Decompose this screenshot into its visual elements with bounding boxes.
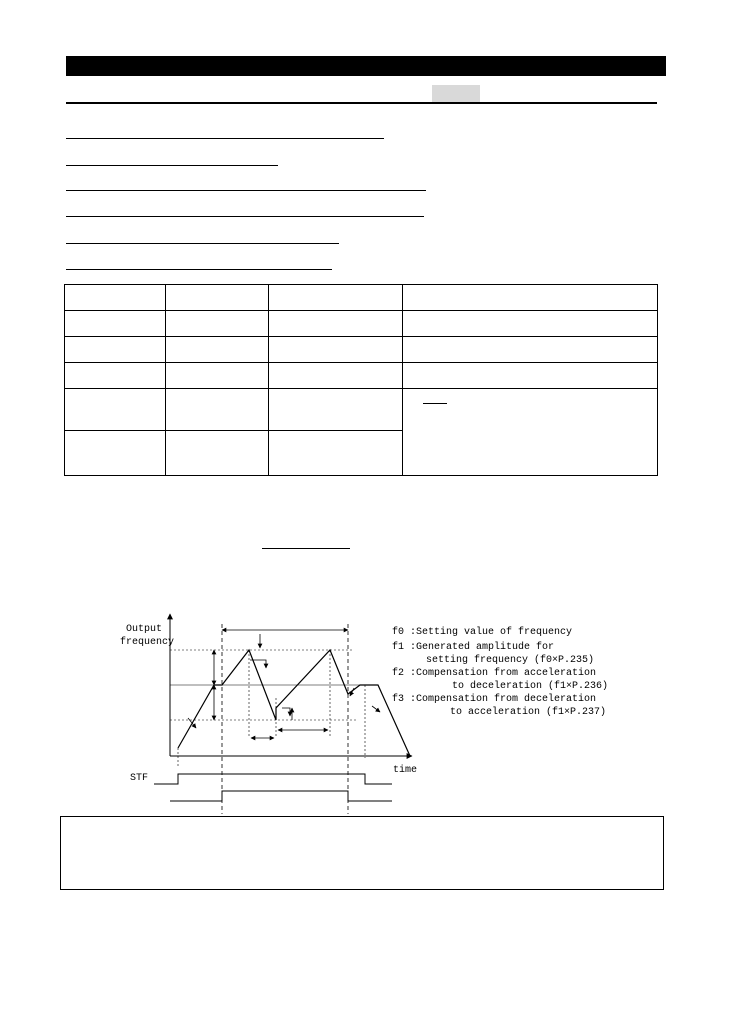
note-reference[interactable]: [423, 391, 447, 404]
diagram-legend: [392, 626, 608, 718]
svg-text:f0 :Setting value of frequency: f0 :Setting value of frequency: [392, 627, 573, 638]
svg-text:to acceleration (f1×P.237): to acceleration (f1×P.237): [450, 707, 607, 718]
table-row: [65, 388, 658, 430]
stf-signal: [154, 774, 392, 784]
wobble-signal: [170, 791, 392, 801]
table-row: [65, 336, 658, 362]
parameter-link-4[interactable]: [66, 216, 424, 217]
parameter-link-6[interactable]: [66, 269, 332, 270]
header-rule: [66, 102, 657, 104]
svg-text:f3 :Compensation from decelera: f3 :Compensation from deceleration: [392, 694, 597, 705]
x-axis-label: time: [393, 765, 418, 776]
parameter-link-1[interactable]: [66, 138, 384, 139]
diagram-reference-link[interactable]: [262, 548, 350, 549]
parameter-link-2[interactable]: [66, 165, 278, 166]
parameter-table: [64, 284, 658, 476]
y-axis-label: frequency: [120, 637, 175, 648]
note-box: [60, 816, 664, 890]
stf-signal-label: STF: [130, 773, 149, 784]
svg-text:f2 :Compensation from accelera: f2 :Compensation from acceleration: [392, 668, 597, 679]
svg-text:to deceleration (f1×P.236): to deceleration (f1×P.236): [452, 681, 609, 692]
svg-text:setting frequency (f0×P.235): setting frequency (f0×P.235): [426, 655, 595, 666]
parameter-link-5[interactable]: [66, 243, 339, 244]
table-row: [65, 285, 658, 311]
table-row: [65, 310, 658, 336]
svg-text:f1 :Generated amplitude for: f1 :Generated amplitude for: [392, 642, 555, 653]
section-tag: [432, 85, 480, 103]
header-bar: [66, 56, 666, 76]
parameter-link-3[interactable]: [66, 190, 426, 191]
y-axis-label: Output: [126, 624, 163, 635]
wobble-timing-diagram: [110, 608, 609, 818]
frequency-waveform: [178, 650, 410, 756]
table-row: [65, 362, 658, 388]
